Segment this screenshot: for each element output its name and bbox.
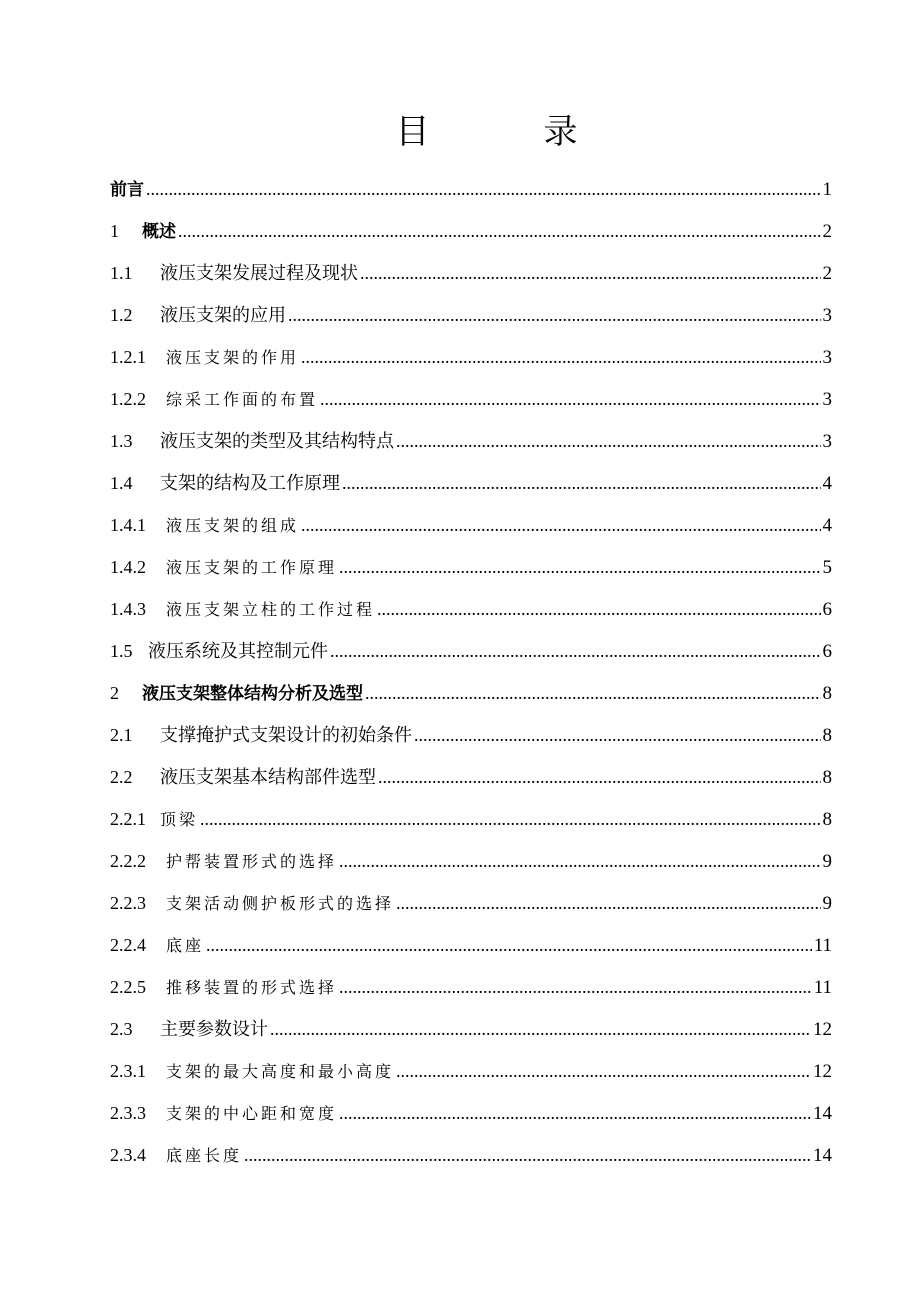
- toc-entry-label: [110, 462, 340, 505]
- toc-entry-number: 2.2.4: [110, 935, 146, 955]
- toc-entry[interactable]: [110, 966, 832, 1008]
- toc-entry-number: 1.4.1: [110, 515, 146, 535]
- toc-entry-text: 概述: [142, 222, 176, 242]
- toc-entry-label: [110, 252, 358, 295]
- toc-entry-page-number: 8: [822, 725, 832, 746]
- toc-entry-label: [110, 168, 144, 211]
- toc-entry-text: 推移装置的形式选择: [166, 978, 338, 997]
- toc-entry-label: [110, 756, 376, 799]
- toc-entry-text: 液压系统及其控制元件: [148, 641, 328, 662]
- toc-entry-label: [110, 1008, 268, 1051]
- toc-dot-leader: [288, 294, 821, 336]
- toc-entry-text: 支架的结构及工作原理: [160, 473, 340, 494]
- toc-entry-text: 前言: [110, 180, 144, 200]
- toc-entry[interactable]: [110, 1008, 832, 1050]
- toc-entry-number: 2.3: [110, 1019, 133, 1039]
- toc-entry-text: 液压支架的类型及其结构特点: [160, 431, 394, 452]
- toc-entry-page-number: 1: [822, 179, 832, 200]
- toc-entry-page-number: 8: [822, 683, 832, 704]
- toc-entry-page-number: 14: [813, 1145, 832, 1166]
- toc-entry-text: 液压支架基本结构部件选型: [160, 767, 376, 788]
- toc-dot-leader: [396, 882, 820, 924]
- toc-entry-number: 1.3: [110, 431, 133, 451]
- toc-entry[interactable]: [110, 630, 832, 672]
- toc-entry[interactable]: [110, 1050, 832, 1092]
- toc-entry[interactable]: [110, 756, 832, 798]
- toc-title: 目 录: [395, 112, 618, 152]
- toc-entry-page-number: 9: [822, 893, 832, 914]
- toc-entry-label: [110, 798, 198, 841]
- toc-entry-number: 1.5: [110, 641, 133, 661]
- toc-entry-label: [110, 294, 286, 337]
- toc-entry-page-number: 6: [822, 599, 832, 620]
- toc-entry-page-number: 2: [822, 221, 832, 242]
- toc-entry-text: 底座: [166, 936, 205, 955]
- toc-dot-leader: [244, 1134, 811, 1176]
- toc-entry-label: [110, 840, 337, 883]
- toc-entry-label: [110, 1134, 242, 1177]
- toc-entry[interactable]: [110, 462, 832, 504]
- toc-entry-number: 2.3.1: [110, 1061, 146, 1081]
- toc-entry-page-number: 3: [822, 389, 832, 410]
- toc-dot-leader: [360, 252, 821, 294]
- toc-entry-label: [110, 546, 337, 589]
- toc-dot-leader: [339, 966, 812, 1008]
- toc-dot-leader: [301, 504, 820, 546]
- toc-dot-leader: [339, 840, 820, 882]
- toc-entry-text: 顶梁: [160, 810, 199, 829]
- toc-entry-page-number: 12: [813, 1061, 832, 1082]
- toc-dot-leader: [414, 714, 821, 756]
- toc-entry-page-number: 14: [813, 1103, 832, 1124]
- toc-entry-number: 1.2: [110, 305, 133, 325]
- toc-entry[interactable]: [110, 168, 832, 210]
- toc-entry-page-number: 2: [822, 263, 832, 284]
- toc-dot-leader: [146, 168, 821, 210]
- toc-entry-label: [110, 336, 299, 379]
- toc-entry-page-number: 4: [822, 473, 832, 494]
- toc-entry-number: 1: [110, 221, 119, 241]
- toc-entry-text: 支撑掩护式支架设计的初始条件: [160, 725, 412, 746]
- toc-entry-page-number: 8: [822, 767, 832, 788]
- toc-entry-number: 2.2.3: [110, 893, 146, 913]
- toc-entry-text: 综采工作面的布置: [166, 390, 319, 409]
- toc-entry-page-number: 12: [813, 1019, 832, 1040]
- toc-entry-number: 2: [110, 683, 119, 703]
- toc-entry-label: [110, 672, 363, 715]
- toc-entry[interactable]: [110, 1092, 832, 1134]
- toc-entry-page-number: 6: [822, 641, 832, 662]
- toc-entry[interactable]: [110, 672, 832, 714]
- toc-entry-page-number: 9: [822, 851, 832, 872]
- toc-entry-number: 2.2: [110, 767, 133, 787]
- toc-entry[interactable]: [110, 798, 832, 840]
- toc-entry[interactable]: [110, 588, 832, 630]
- toc-dot-leader: [365, 672, 821, 714]
- toc-dot-leader: [339, 1092, 811, 1134]
- toc-entry[interactable]: [110, 294, 832, 336]
- toc-entry[interactable]: [110, 336, 832, 378]
- toc-dot-leader: [339, 546, 820, 588]
- toc-entry-label: [110, 588, 375, 631]
- toc-entry-number: 1.2.1: [110, 347, 146, 367]
- toc-entry-text: 液压支架的应用: [160, 305, 286, 326]
- toc-entry-text: 支架活动侧护板形式的选择: [166, 894, 395, 913]
- toc-list: [110, 168, 832, 1176]
- toc-entry-text: 护帮装置形式的选择: [166, 852, 338, 871]
- toc-entry-label: [110, 1092, 337, 1135]
- toc-entry[interactable]: [110, 210, 832, 252]
- toc-entry-text: 液压支架的作用: [166, 348, 300, 367]
- toc-entry-page-number: 4: [822, 515, 832, 536]
- toc-entry-number: 2.1: [110, 725, 133, 745]
- toc-entry-number: 2.2.2: [110, 851, 146, 871]
- toc-entry-label: [110, 1050, 394, 1093]
- toc-entry-number: 1.1: [110, 263, 133, 283]
- toc-entry-text: 液压支架整体结构分析及选型: [142, 684, 363, 704]
- toc-entry[interactable]: [110, 924, 832, 966]
- toc-entry-page-number: 11: [813, 977, 832, 998]
- toc-dot-leader: [396, 1050, 811, 1092]
- toc-entry-number: 2.3.4: [110, 1145, 146, 1165]
- toc-entry-label: [110, 714, 412, 757]
- toc-dot-leader: [206, 924, 812, 966]
- toc-entry-page-number: 11: [813, 935, 832, 956]
- toc-entry[interactable]: [110, 504, 832, 546]
- toc-entry-label: [110, 420, 394, 463]
- toc-entry[interactable]: [110, 252, 832, 294]
- toc-entry-page-number: 3: [822, 347, 832, 368]
- toc-entry-label: [110, 882, 394, 925]
- toc-entry-text: 液压支架立柱的工作过程: [166, 600, 376, 619]
- toc-dot-leader: [330, 630, 821, 672]
- toc-entry-page-number: 3: [822, 431, 832, 452]
- toc-dot-leader: [342, 462, 821, 504]
- toc-entry-label: [110, 210, 176, 253]
- toc-entry-number: 2.2.5: [110, 977, 146, 997]
- toc-entry[interactable]: [110, 1134, 832, 1176]
- toc-entry-text: 主要参数设计: [160, 1019, 268, 1040]
- toc-entry[interactable]: [110, 378, 832, 420]
- toc-entry-text: 液压支架的组成: [166, 516, 300, 535]
- toc-entry-number: 1.4.3: [110, 599, 146, 619]
- toc-entry-text: 支架的中心距和宽度: [166, 1104, 338, 1123]
- toc-entry-label: [110, 924, 204, 967]
- toc-entry-label: [110, 378, 318, 421]
- toc-entry-number: 2.3.3: [110, 1103, 146, 1123]
- toc-entry[interactable]: [110, 840, 832, 882]
- toc-dot-leader: [396, 420, 821, 462]
- toc-entry-page-number: 5: [822, 557, 832, 578]
- toc-entry-page-number: 8: [822, 809, 832, 830]
- toc-entry-label: [110, 630, 328, 673]
- toc-dot-leader: [270, 1008, 811, 1050]
- toc-entry-page-number: 3: [822, 305, 832, 326]
- toc-entry-number: 1.4: [110, 473, 133, 493]
- toc-entry-number: 1.2.2: [110, 389, 146, 409]
- toc-dot-leader: [178, 210, 821, 252]
- toc-entry[interactable]: [110, 714, 832, 756]
- toc-entry-text: 底座长度: [166, 1146, 243, 1165]
- toc-entry-text: 液压支架的工作原理: [166, 558, 338, 577]
- toc-entry[interactable]: [110, 882, 832, 924]
- toc-dot-leader: [377, 588, 820, 630]
- toc-entry-label: [110, 504, 299, 547]
- toc-entry-number: 2.2.1: [110, 809, 146, 829]
- toc-entry-text: 液压支架发展过程及现状: [160, 263, 358, 284]
- toc-entry[interactable]: [110, 420, 832, 462]
- toc-entry[interactable]: [110, 546, 832, 588]
- toc-entry-text: 支架的最大高度和最小高度: [166, 1062, 395, 1081]
- toc-dot-leader: [301, 336, 820, 378]
- toc-entry-label: [110, 966, 337, 1009]
- toc-entry-number: 1.4.2: [110, 557, 146, 577]
- toc-dot-leader: [378, 756, 821, 798]
- toc-dot-leader: [200, 798, 820, 840]
- toc-dot-leader: [320, 378, 820, 420]
